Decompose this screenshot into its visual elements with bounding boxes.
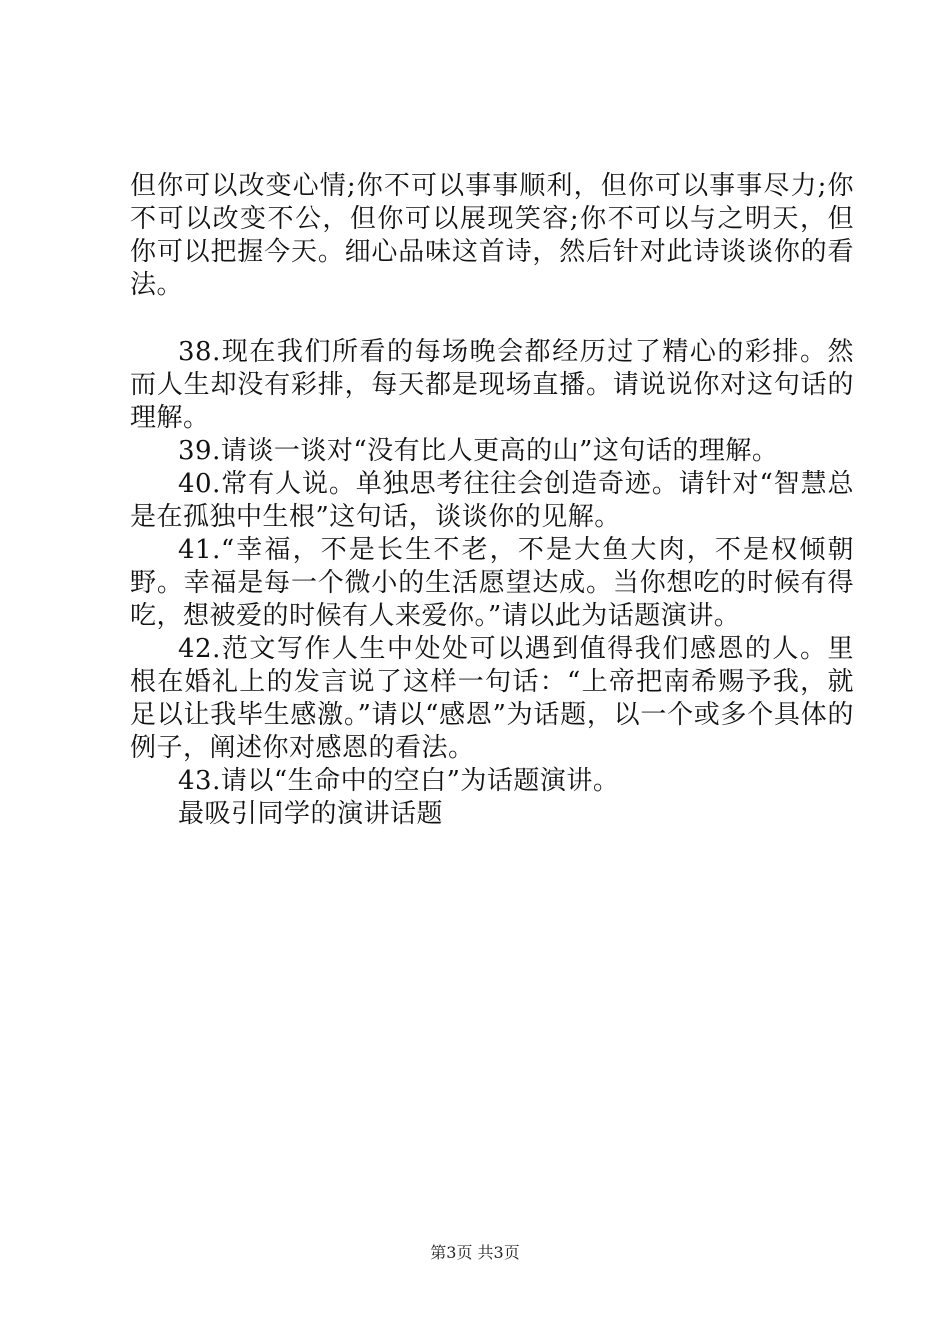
- paragraph-topic-39: 39.请谈一谈对“没有比人更高的山”这句话的理解。: [178, 436, 779, 466]
- paragraph-topic-38: 38.现在我们所看的每场晚会都经历过了精心的彩排。然而人生却没有彩排，每天都是现场直播。请说说你对这句话的理解。: [130, 337, 854, 433]
- paragraph-topic-41: 41.“幸福，不是长生不老，不是大鱼大肉，不是权倾朝野。幸福是每一个微小的生活愿望达成。当你想吃的时候有得吃，想被爱的时候有人来爱你。”请以此为话题演讲。: [130, 535, 854, 631]
- page-footer: 第3页 共3页: [430, 1243, 520, 1262]
- document-body: [130, 170, 854, 831]
- paragraph-closing-title: 最吸引同学的演讲话题: [178, 799, 444, 829]
- paragraph-topic-43: 43.请以“生命中的空白”为话题演讲。: [178, 766, 620, 796]
- paragraph-topic-40: 40.常有人说。单独思考往往会创造奇迹。请针对“智慧总是在孤独中生根”这句话，谈谈你的见解。: [130, 469, 854, 532]
- paragraph-poem-continuation: 但你可以改变心情;你不可以事事顺利，但你可以事事尽力;你不可以改变不公，但你可以展现笑容;你不可以与之明天，但你可以把握今天。细心品味这首诗，然后针对此诗谈谈你的看法。: [130, 171, 854, 300]
- paragraph-topic-42: 42.范文写作人生中处处可以遇到值得我们感恩的人。里根在婚礼上的发言说了这样一句话：“上帝把南希赐予我，就足以让我毕生感激。”请以“感恩”为话题，以一个或多个具体的例子，阐述你对感恩的看法。: [130, 634, 854, 763]
